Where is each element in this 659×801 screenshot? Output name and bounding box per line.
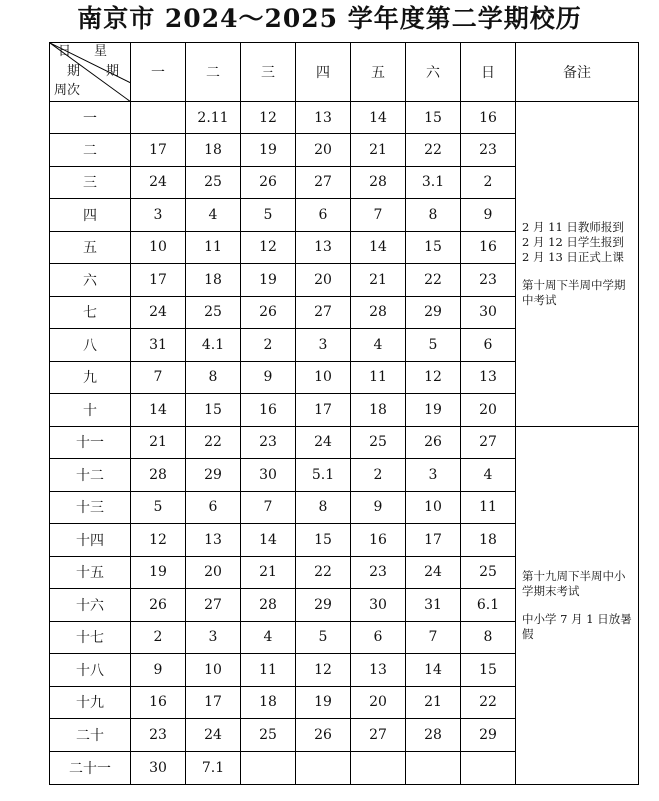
date-cell: 4.1 bbox=[186, 329, 241, 362]
day-header-tue: 二 bbox=[186, 43, 241, 102]
date-cell: 27 bbox=[461, 426, 516, 459]
date-cell: 18 bbox=[241, 686, 296, 719]
date-cell: 12 bbox=[241, 102, 296, 134]
date-cell: 8 bbox=[461, 621, 516, 654]
date-cell: 14 bbox=[406, 654, 461, 687]
date-cell: 30 bbox=[351, 589, 406, 622]
notes-cell-second-half bbox=[516, 426, 639, 784]
date-cell: 2 bbox=[351, 459, 406, 492]
week-label: 三 bbox=[50, 166, 131, 199]
day-header-thu: 四 bbox=[296, 43, 351, 102]
date-cell: 21 bbox=[351, 134, 406, 167]
date-cell: 14 bbox=[351, 102, 406, 134]
date-cell: 3.1 bbox=[406, 166, 461, 199]
date-cell: 17 bbox=[296, 394, 351, 427]
date-cell: 4 bbox=[351, 329, 406, 362]
date-cell: 9 bbox=[241, 361, 296, 394]
date-cell: 12 bbox=[406, 361, 461, 394]
date-cell: 11 bbox=[351, 361, 406, 394]
date-cell bbox=[461, 751, 516, 784]
week-label: 九 bbox=[50, 361, 131, 394]
date-cell: 25 bbox=[186, 166, 241, 199]
date-cell: 12 bbox=[241, 231, 296, 264]
date-cell: 3 bbox=[406, 459, 461, 492]
week-label: 十九 bbox=[50, 686, 131, 719]
date-cell: 13 bbox=[186, 524, 241, 557]
date-cell: 14 bbox=[131, 394, 186, 427]
date-cell: 8 bbox=[406, 199, 461, 232]
date-cell: 21 bbox=[241, 556, 296, 589]
date-cell: 2.11 bbox=[186, 102, 241, 134]
date-cell: 16 bbox=[241, 394, 296, 427]
date-cell: 22 bbox=[406, 264, 461, 297]
corner-week-label: 周次 bbox=[54, 83, 81, 98]
date-cell: 30 bbox=[461, 296, 516, 329]
date-cell: 22 bbox=[296, 556, 351, 589]
week-label: 十一 bbox=[50, 426, 131, 459]
date-cell: 5 bbox=[131, 491, 186, 524]
week-label: 十八 bbox=[50, 654, 131, 687]
date-cell: 3 bbox=[296, 329, 351, 362]
date-cell: 5 bbox=[241, 199, 296, 232]
date-cell: 13 bbox=[296, 231, 351, 264]
note-text: 第十周下半周中学期中考试 bbox=[522, 277, 626, 307]
date-cell: 7 bbox=[241, 491, 296, 524]
date-cell: 17 bbox=[406, 524, 461, 557]
day-header-mon: 一 bbox=[131, 43, 186, 102]
date-cell bbox=[131, 102, 186, 134]
date-cell: 15 bbox=[406, 231, 461, 264]
notes-header: 备注 bbox=[516, 43, 639, 102]
date-cell: 20 bbox=[296, 264, 351, 297]
date-cell: 15 bbox=[186, 394, 241, 427]
date-cell: 28 bbox=[406, 719, 461, 752]
week-label: 八 bbox=[50, 329, 131, 362]
date-cell: 23 bbox=[461, 134, 516, 167]
date-cell: 24 bbox=[131, 166, 186, 199]
date-cell: 6 bbox=[186, 491, 241, 524]
date-cell: 19 bbox=[131, 556, 186, 589]
week-label: 二 bbox=[50, 134, 131, 167]
date-cell: 19 bbox=[406, 394, 461, 427]
date-cell bbox=[351, 751, 406, 784]
week-label: 十二 bbox=[50, 459, 131, 492]
date-cell: 25 bbox=[186, 296, 241, 329]
date-cell: 10 bbox=[406, 491, 461, 524]
date-cell: 2 bbox=[461, 166, 516, 199]
date-cell: 18 bbox=[186, 264, 241, 297]
week-label: 十 bbox=[50, 394, 131, 427]
date-cell: 31 bbox=[406, 589, 461, 622]
corner-star-label: 星 bbox=[94, 44, 108, 59]
date-cell: 22 bbox=[406, 134, 461, 167]
date-cell: 7 bbox=[406, 621, 461, 654]
date-cell: 10 bbox=[131, 231, 186, 264]
date-cell: 15 bbox=[406, 102, 461, 134]
date-cell: 18 bbox=[461, 524, 516, 557]
date-cell: 12 bbox=[296, 654, 351, 687]
date-cell: 16 bbox=[461, 231, 516, 264]
date-cell: 8 bbox=[296, 491, 351, 524]
date-cell: 14 bbox=[351, 231, 406, 264]
date-cell: 20 bbox=[461, 394, 516, 427]
date-cell: 3 bbox=[186, 621, 241, 654]
date-cell: 20 bbox=[296, 134, 351, 167]
date-cell: 4 bbox=[241, 621, 296, 654]
date-cell: 26 bbox=[241, 166, 296, 199]
date-cell: 17 bbox=[131, 134, 186, 167]
date-cell: 7.1 bbox=[186, 751, 241, 784]
date-cell: 30 bbox=[241, 459, 296, 492]
date-cell: 31 bbox=[131, 329, 186, 362]
date-cell: 13 bbox=[461, 361, 516, 394]
day-header-wed: 三 bbox=[241, 43, 296, 102]
date-cell: 29 bbox=[296, 589, 351, 622]
date-cell: 27 bbox=[296, 166, 351, 199]
date-cell: 23 bbox=[351, 556, 406, 589]
date-cell: 11 bbox=[241, 654, 296, 687]
date-cell: 27 bbox=[351, 719, 406, 752]
date-cell: 26 bbox=[406, 426, 461, 459]
note-text: 2 月 11 日教师报到 2 月 12 日学生报到 2 月 13 日正式上课 bbox=[522, 219, 624, 264]
date-cell bbox=[241, 751, 296, 784]
date-cell: 21 bbox=[351, 264, 406, 297]
date-cell: 24 bbox=[131, 296, 186, 329]
note-text: 第十九周下半周中小学期末考试 bbox=[522, 568, 626, 598]
date-cell: 26 bbox=[131, 589, 186, 622]
date-cell: 6 bbox=[296, 199, 351, 232]
date-cell: 20 bbox=[351, 686, 406, 719]
date-cell: 5 bbox=[296, 621, 351, 654]
week-row bbox=[50, 426, 639, 459]
date-cell: 18 bbox=[186, 134, 241, 167]
date-cell: 12 bbox=[131, 524, 186, 557]
date-cell: 13 bbox=[351, 654, 406, 687]
date-cell: 15 bbox=[461, 654, 516, 687]
week-label: 十五 bbox=[50, 556, 131, 589]
date-cell: 24 bbox=[296, 426, 351, 459]
date-cell: 5 bbox=[406, 329, 461, 362]
date-cell: 4 bbox=[186, 199, 241, 232]
date-cell bbox=[406, 751, 461, 784]
date-cell: 19 bbox=[241, 134, 296, 167]
date-cell: 28 bbox=[131, 459, 186, 492]
date-cell: 23 bbox=[241, 426, 296, 459]
corner-period-right-label: 期 bbox=[106, 64, 120, 79]
date-cell: 8 bbox=[186, 361, 241, 394]
week-label: 二十 bbox=[50, 719, 131, 752]
date-cell: 21 bbox=[131, 426, 186, 459]
date-cell: 17 bbox=[186, 686, 241, 719]
date-cell: 25 bbox=[351, 426, 406, 459]
date-cell: 26 bbox=[241, 296, 296, 329]
week-label: 四 bbox=[50, 199, 131, 232]
date-cell: 28 bbox=[241, 589, 296, 622]
date-cell: 2 bbox=[241, 329, 296, 362]
date-cell: 29 bbox=[186, 459, 241, 492]
date-cell: 17 bbox=[131, 264, 186, 297]
date-cell: 23 bbox=[461, 264, 516, 297]
day-header-fri: 五 bbox=[351, 43, 406, 102]
corner-day-label: 日 bbox=[58, 44, 72, 59]
date-cell: 11 bbox=[461, 491, 516, 524]
week-row bbox=[50, 102, 639, 134]
date-cell: 19 bbox=[296, 686, 351, 719]
date-cell: 13 bbox=[296, 102, 351, 134]
date-cell: 7 bbox=[131, 361, 186, 394]
week-label: 十三 bbox=[50, 491, 131, 524]
date-cell: 9 bbox=[461, 199, 516, 232]
date-cell: 30 bbox=[131, 751, 186, 784]
date-cell: 14 bbox=[241, 524, 296, 557]
corner-period-left-label: 期 bbox=[67, 64, 81, 79]
date-cell: 19 bbox=[241, 264, 296, 297]
date-cell: 18 bbox=[351, 394, 406, 427]
date-cell: 9 bbox=[131, 654, 186, 687]
date-cell: 16 bbox=[131, 686, 186, 719]
week-label: 二十一 bbox=[50, 751, 131, 784]
day-header-sat: 六 bbox=[406, 43, 461, 102]
date-cell: 21 bbox=[406, 686, 461, 719]
page-title: 南京市 2024～2025 学年度第二学期校历 bbox=[77, 4, 582, 33]
date-cell: 3 bbox=[131, 199, 186, 232]
date-cell: 24 bbox=[186, 719, 241, 752]
date-cell: 29 bbox=[406, 296, 461, 329]
week-label: 六 bbox=[50, 264, 131, 297]
date-cell: 6 bbox=[461, 329, 516, 362]
week-label: 五 bbox=[50, 231, 131, 264]
week-label: 七 bbox=[50, 296, 131, 329]
date-cell: 29 bbox=[461, 719, 516, 752]
date-cell: 27 bbox=[296, 296, 351, 329]
date-cell: 16 bbox=[351, 524, 406, 557]
date-cell: 22 bbox=[186, 426, 241, 459]
date-cell: 28 bbox=[351, 166, 406, 199]
date-cell: 2 bbox=[131, 621, 186, 654]
day-header-sun: 日 bbox=[461, 43, 516, 102]
corner-header-cell bbox=[50, 43, 131, 102]
date-cell: 15 bbox=[296, 524, 351, 557]
notes-cell-first-half bbox=[516, 102, 639, 427]
date-cell bbox=[296, 751, 351, 784]
week-label: 十七 bbox=[50, 621, 131, 654]
date-cell: 24 bbox=[406, 556, 461, 589]
header-row bbox=[50, 43, 639, 102]
week-label: 一 bbox=[50, 102, 131, 134]
date-cell: 22 bbox=[461, 686, 516, 719]
week-label: 十四 bbox=[50, 524, 131, 557]
date-cell: 25 bbox=[241, 719, 296, 752]
date-cell: 11 bbox=[186, 231, 241, 264]
date-cell: 5.1 bbox=[296, 459, 351, 492]
date-cell: 6.1 bbox=[461, 589, 516, 622]
date-cell: 9 bbox=[351, 491, 406, 524]
school-calendar-table bbox=[49, 42, 639, 785]
date-cell: 27 bbox=[186, 589, 241, 622]
week-label: 十六 bbox=[50, 589, 131, 622]
date-cell: 4 bbox=[461, 459, 516, 492]
date-cell: 25 bbox=[461, 556, 516, 589]
date-cell: 16 bbox=[461, 102, 516, 134]
date-cell: 28 bbox=[351, 296, 406, 329]
date-cell: 6 bbox=[351, 621, 406, 654]
date-cell: 7 bbox=[351, 199, 406, 232]
date-cell: 20 bbox=[186, 556, 241, 589]
date-cell: 23 bbox=[131, 719, 186, 752]
date-cell: 10 bbox=[296, 361, 351, 394]
note-text: 中小学 7 月 1 日放暑假 bbox=[522, 611, 632, 641]
date-cell: 26 bbox=[296, 719, 351, 752]
date-cell: 10 bbox=[186, 654, 241, 687]
